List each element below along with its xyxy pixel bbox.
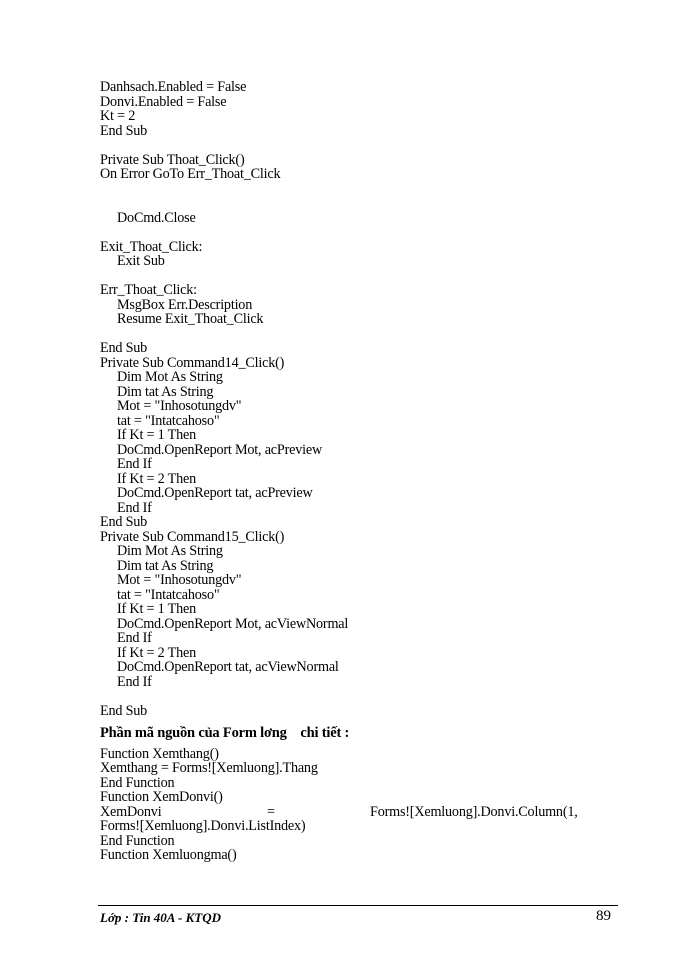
code-line: End Function: [100, 832, 175, 849]
page-number: 89: [596, 908, 611, 924]
code-line: If Kt = 2 Then: [117, 644, 197, 661]
code-line: MsgBox Err.Description: [117, 296, 253, 313]
blank-line: [100, 182, 620, 211]
code-line: End Sub: [100, 514, 148, 530]
code-line: Donvi.Enabled = False: [100, 93, 227, 110]
code-line: Danhsach.Enabled = False: [100, 79, 247, 95]
code-line: End If: [117, 499, 152, 516]
code-line: Kt = 2: [100, 108, 136, 124]
code-line: End If: [117, 456, 152, 472]
code-line: End Sub: [100, 340, 148, 356]
code-line: Dim tat As String: [117, 383, 214, 400]
code-line: If Kt = 1 Then: [117, 601, 197, 617]
code-line: Xemthang = Forms![Xemluong].Thang: [100, 760, 318, 776]
split-left: XemDonvi: [100, 803, 162, 820]
blank-line: [100, 138, 620, 153]
code-line: Mot = "Inhosotungdv": [117, 572, 242, 588]
code-listing: [100, 80, 620, 863]
code-line: Mot = "Inhosotungdv": [117, 398, 242, 414]
code-line: DoCmd.OpenReport Mot, acViewNormal: [117, 615, 349, 632]
blank-line: [100, 327, 620, 342]
code-line: Resume Exit_Thoat_Click: [117, 311, 264, 327]
code-line: Private Sub Command15_Click(): [100, 528, 285, 545]
code-line: End Sub: [100, 702, 148, 719]
code-line: If Kt = 1 Then: [117, 427, 197, 443]
code-line: DoCmd.OpenReport tat, acPreview: [117, 485, 313, 501]
code-line: DoCmd.OpenReport tat, acViewNormal: [117, 659, 339, 675]
code-line: tat = "Intatcahoso": [117, 586, 220, 603]
code-line: Exit Sub: [117, 253, 165, 269]
code-line: Dim Mot As String: [117, 543, 223, 559]
blank-line: [100, 689, 620, 704]
section-heading: Phần mã nguồn của Form lơng chi tiết :: [100, 725, 350, 741]
code-line: tat = "Intatcahoso": [117, 412, 220, 429]
footer-class-label: Lớp : Tin 40A - KTQD: [100, 910, 221, 925]
code-line: If Kt = 2 Then: [117, 470, 197, 487]
code-line: End Sub: [100, 122, 148, 139]
split-right: Forms![Xemluong].Donvi.Column(1,: [370, 803, 578, 820]
blank-line: [100, 225, 620, 240]
code-line: End If: [117, 673, 152, 690]
code-line: Exit_Thoat_Click:: [100, 238, 203, 255]
code-line: Private Sub Command14_Click(): [100, 354, 285, 371]
code-line: On Error GoTo Err_Thoat_Click: [100, 166, 281, 182]
code-line: End Function: [100, 774, 175, 791]
code-line: Function Xemthang(): [100, 745, 219, 762]
code-line: Private Sub Thoat_Click(): [100, 151, 245, 168]
justified-code-line: [100, 805, 620, 820]
code-line: Forms![Xemluong].Donvi.ListIndex): [100, 818, 306, 834]
code-line: Function Xemluongma(): [100, 847, 237, 863]
split-mid: =: [267, 803, 275, 820]
code-line: Err_Thoat_Click:: [100, 282, 197, 298]
footer-divider: [98, 905, 618, 906]
code-line: End If: [117, 630, 152, 646]
code-line: Function XemDonvi(): [100, 789, 223, 805]
code-line: DoCmd.OpenReport Mot, acPreview: [117, 441, 322, 458]
code-line: Dim Mot As String: [117, 369, 223, 385]
code-line: DoCmd.Close: [117, 209, 196, 226]
blank-line: [100, 269, 620, 284]
code-line: Dim tat As String: [117, 557, 214, 574]
